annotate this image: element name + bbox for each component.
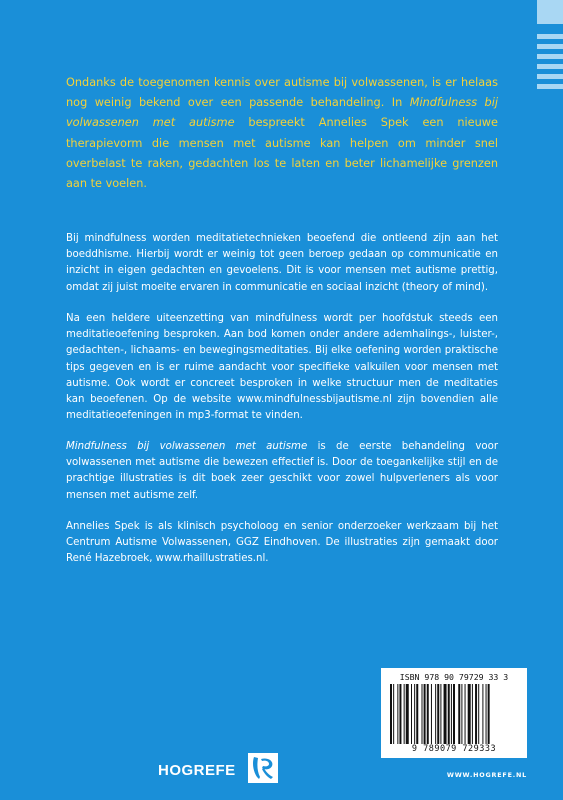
stripe-block bbox=[537, 0, 563, 24]
barcode-digits: 9 789079 729333 bbox=[411, 744, 497, 754]
barcode-bar bbox=[435, 684, 436, 744]
barcode-bar bbox=[475, 684, 477, 744]
paragraph-effectiveness bbox=[66, 439, 498, 504]
publisher-name: HOGREFE bbox=[158, 762, 236, 779]
barcode-bar bbox=[488, 684, 490, 744]
barcode-bar bbox=[422, 684, 423, 744]
publisher-logo-icon bbox=[248, 753, 278, 783]
barcode-bar bbox=[486, 684, 487, 744]
paragraph-effectiveness-text: is de eerste behandeling voor volwassenen met autisme die bewezen effectief is. Door de toegankelijke stijl en de prachtige illustraties is dit boek zeer geschikt voor zowel hulpverleners als voor mensen met autisme zelf. bbox=[66, 441, 499, 501]
stripe-line bbox=[537, 64, 563, 69]
corner-stripes bbox=[537, 0, 563, 100]
barcode-bar bbox=[451, 684, 452, 744]
barcode-bar bbox=[465, 684, 466, 744]
stripe-line bbox=[537, 84, 563, 89]
barcode-bar bbox=[411, 684, 412, 744]
intro-book-title: Mindfulness bij volwassenen met autisme bbox=[66, 96, 498, 130]
barcode-bar bbox=[453, 684, 455, 744]
barcode-bar bbox=[472, 684, 473, 744]
barcode-bar bbox=[393, 684, 394, 744]
barcode-bars bbox=[390, 684, 518, 744]
barcode-bar bbox=[404, 684, 405, 744]
isbn-label: ISBN 978 90 79729 33 3 bbox=[399, 672, 509, 682]
paragraph-author: Annelies Spek is als klinisch psycholoog en senior onderzoeker werkzaam bij het Centrum Autisme Volwassenen, GGZ Eindhoven. De illustraties zijn gemaakt door René Hazebroek, www.rhaillustraties.nl. bbox=[66, 521, 498, 565]
stripe-line bbox=[537, 74, 563, 79]
barcode-bar bbox=[461, 684, 462, 744]
barcode-bar bbox=[427, 684, 429, 744]
barcode-bar bbox=[414, 684, 415, 744]
barcode-bar bbox=[458, 684, 460, 744]
barcode-bar bbox=[390, 684, 392, 744]
stripe-line bbox=[537, 34, 563, 39]
barcode-bar bbox=[437, 684, 439, 744]
paragraph-book-title: Mindfulness bij volwassenen met autisme bbox=[66, 441, 308, 452]
barcode-bar bbox=[424, 684, 426, 744]
barcode-bar bbox=[448, 684, 450, 744]
barcode-bar bbox=[444, 684, 447, 744]
paragraph-mindfulness: Bij mindfulness worden meditatietechnieken beoefend die ontleend zijn aan het boeddhisme. Hierbij wordt er weinig tot geen beroep gedaan op communicatie en inzicht in eigen gedachten en gevoelens. Dit is voor mensen met autisme prettig, omdat zij juist moeite ervaren in communicatie en sociaal inzicht (theory of mind). bbox=[66, 233, 498, 293]
barcode-bar bbox=[416, 684, 418, 744]
barcode-bar bbox=[440, 684, 441, 744]
stripe-line bbox=[537, 44, 563, 49]
barcode-bar bbox=[478, 684, 479, 744]
barcode-bar bbox=[482, 684, 483, 744]
publisher-website: WWW.HOGREFE.NL bbox=[446, 771, 527, 779]
barcode-bar bbox=[431, 684, 432, 744]
barcode-box bbox=[381, 668, 527, 758]
barcode-bar bbox=[406, 684, 409, 744]
intro-text-continued: bespreekt Annelies Spek een nieuwe therapievorm die mensen met autisme kan helpen om minder snel overbelast te raken, gedachten los te laten en beter lichamelijke grenzen aan te voelen. bbox=[66, 116, 498, 191]
intro-text: Ondanks de toegenomen kennis over autisme bij volwassenen, is er helaas nog weinig bekend over een passende behandeling. In bbox=[66, 76, 498, 110]
stripe-line bbox=[537, 54, 563, 59]
intro-paragraph bbox=[66, 73, 498, 194]
barcode-bar bbox=[397, 684, 398, 744]
barcode-bar bbox=[399, 684, 401, 744]
paragraph-exercises: Na een heldere uiteenzetting van mindfulness wordt per hoofdstuk steeds een meditatieoefening besproken. Aan bod komen onder andere ademhalings-, luister-, gedachten-, lichaams- en bewegingsmeditaties. Bij elke oefening worden praktische tips gegeven en is er ruime aandacht voor specifieke valkuilen voor mensen met autisme. Ook wordt er concreet besproken in welke structuur men de meditaties kan beoefenen. Op de website www.mindfulnessbijautisme.nl zijn bovendien alle meditatieoefeningen in mp3-format te vinden. bbox=[66, 313, 498, 422]
barcode-bar bbox=[468, 684, 471, 744]
